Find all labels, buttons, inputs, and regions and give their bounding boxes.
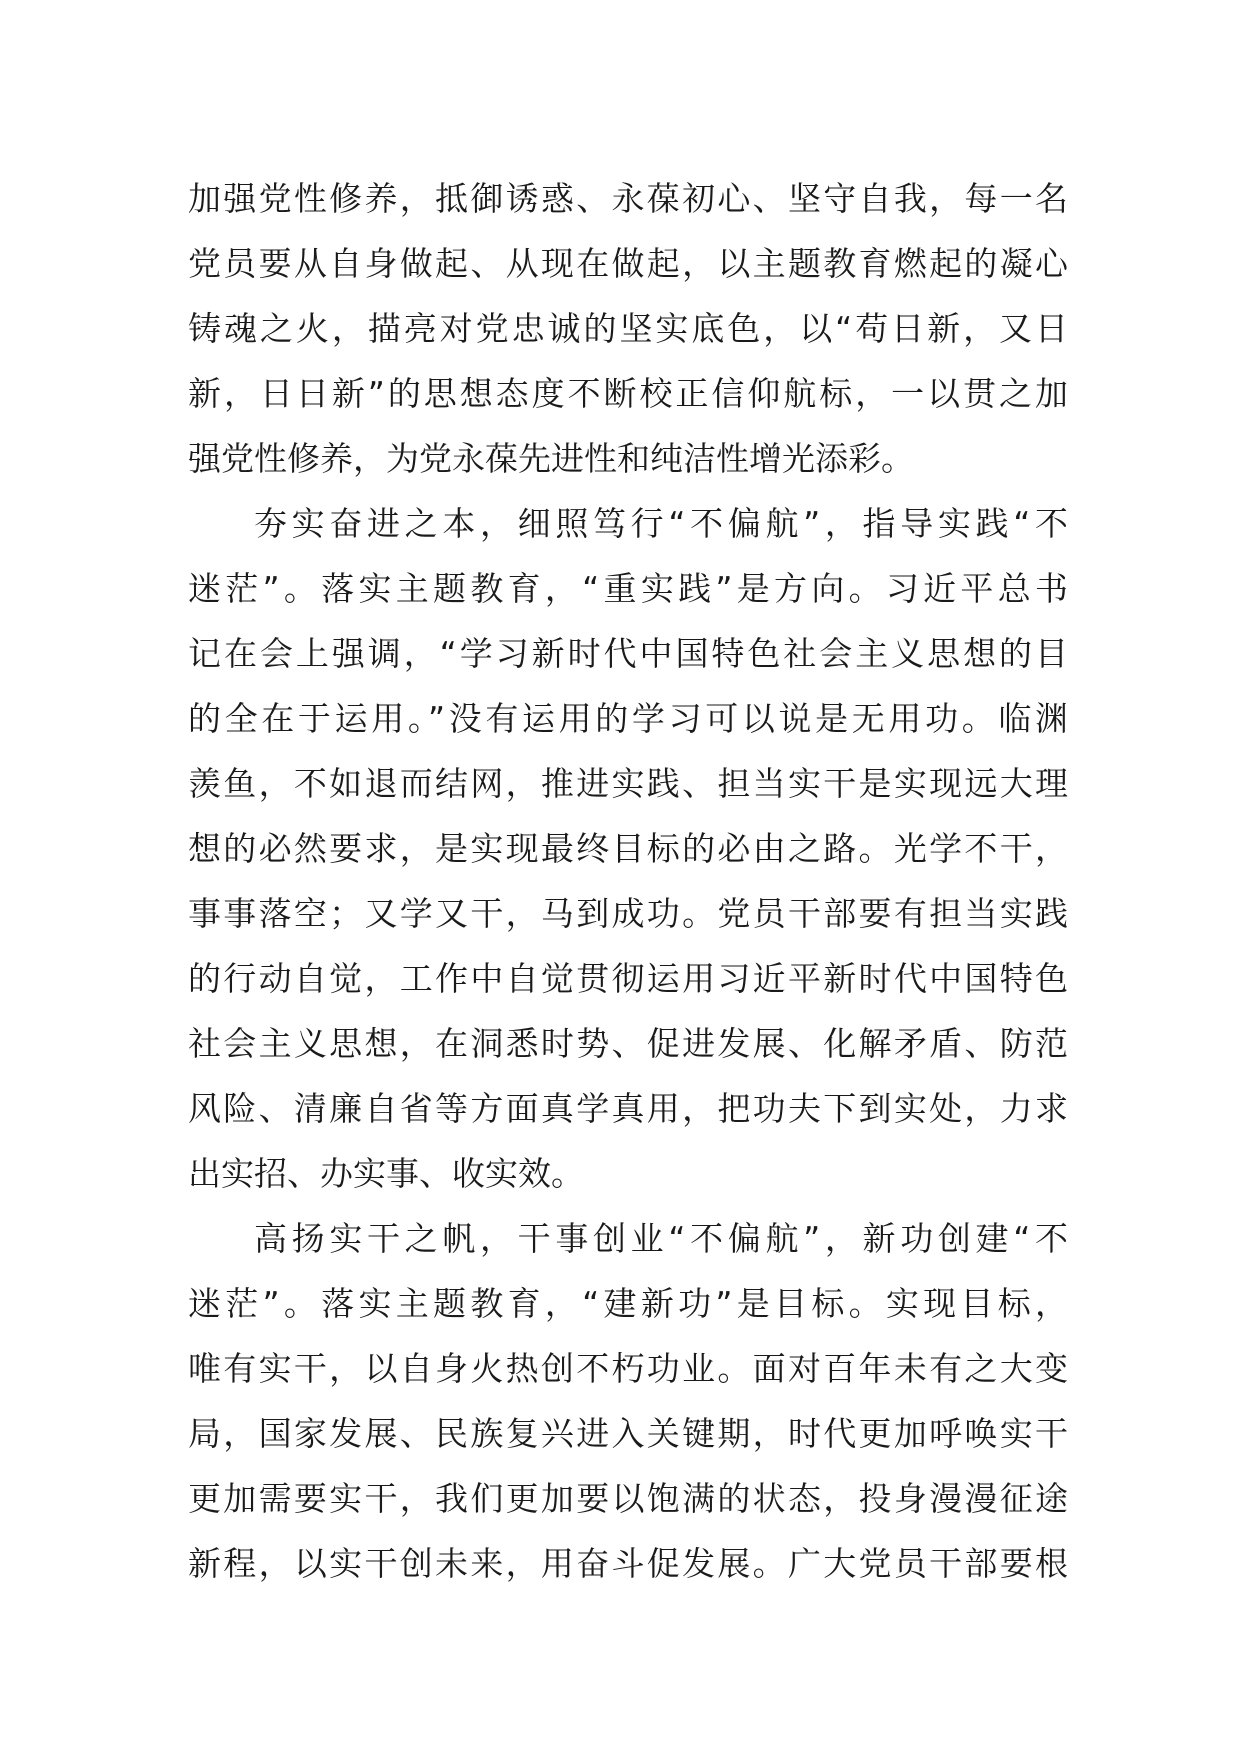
text-line: 铸魂之火，描亮对党忠诚的坚实底色，以“苟日新，又日 <box>188 309 1068 348</box>
text-line: 的全在于运用。”没有运用的学习可以说是无用功。临渊 <box>188 699 1068 738</box>
text-line: 局，国家发展、民族复兴进入关键期，时代更加呼唤实干 <box>188 1414 1068 1453</box>
text-line: 出实招、办实事、收实效。 <box>188 1154 584 1193</box>
paragraph-practice <box>188 491 1068 1206</box>
text-line: 更加需要实干，我们更加要以饱满的状态，投身漫漫征途 <box>188 1479 1068 1518</box>
text-line: 唯有实干，以自身火热创不朽功业。面对百年未有之大变 <box>188 1349 1068 1388</box>
text-line: 记在会上强调，“学习新时代中国特色社会主义思想的目 <box>188 634 1068 673</box>
text-line: 高扬实干之帆，干事创业“不偏航”，新功创建“不 <box>254 1219 1068 1258</box>
document-body <box>188 166 1068 1596</box>
paragraph-hard-work <box>188 1206 1068 1596</box>
text-line: 迷茫”。落实主题教育，“建新功”是目标。实现目标， <box>188 1284 1068 1323</box>
text-line: 社会主义思想，在洞悉时势、促进发展、化解矛盾、防范 <box>188 1024 1068 1063</box>
text-line: 想的必然要求，是实现最终目标的必由之路。光学不干， <box>188 829 1068 868</box>
text-line: 迷茫”。落实主题教育，“重实践”是方向。习近平总书 <box>188 569 1068 608</box>
paragraph-party-spirit <box>188 166 1068 491</box>
text-line: 加强党性修养，抵御诱惑、永葆初心、坚守自我，每一名 <box>188 179 1068 218</box>
text-line: 风险、清廉自省等方面真学真用，把功夫下到实处，力求 <box>188 1089 1068 1128</box>
text-line: 强党性修养，为党永葆先进性和纯洁性增光添彩。 <box>188 439 914 478</box>
text-line: 的行动自觉，工作中自觉贯彻运用习近平新时代中国特色 <box>188 959 1068 998</box>
text-line: 党员要从自身做起、从现在做起，以主题教育燃起的凝心 <box>188 244 1068 283</box>
text-line: 新程，以实干创未来，用奋斗促发展。广大党员干部要根 <box>188 1544 1068 1583</box>
text-line: 事事落空；又学又干，马到成功。党员干部要有担当实践 <box>188 894 1068 933</box>
text-line: 夯实奋进之本，细照笃行“不偏航”，指导实践“不 <box>254 504 1068 543</box>
text-line: 羡鱼，不如退而结网，推进实践、担当实干是实现远大理 <box>188 764 1068 803</box>
text-line: 新，日日新”的思想态度不断校正信仰航标，一以贯之加 <box>188 374 1068 413</box>
